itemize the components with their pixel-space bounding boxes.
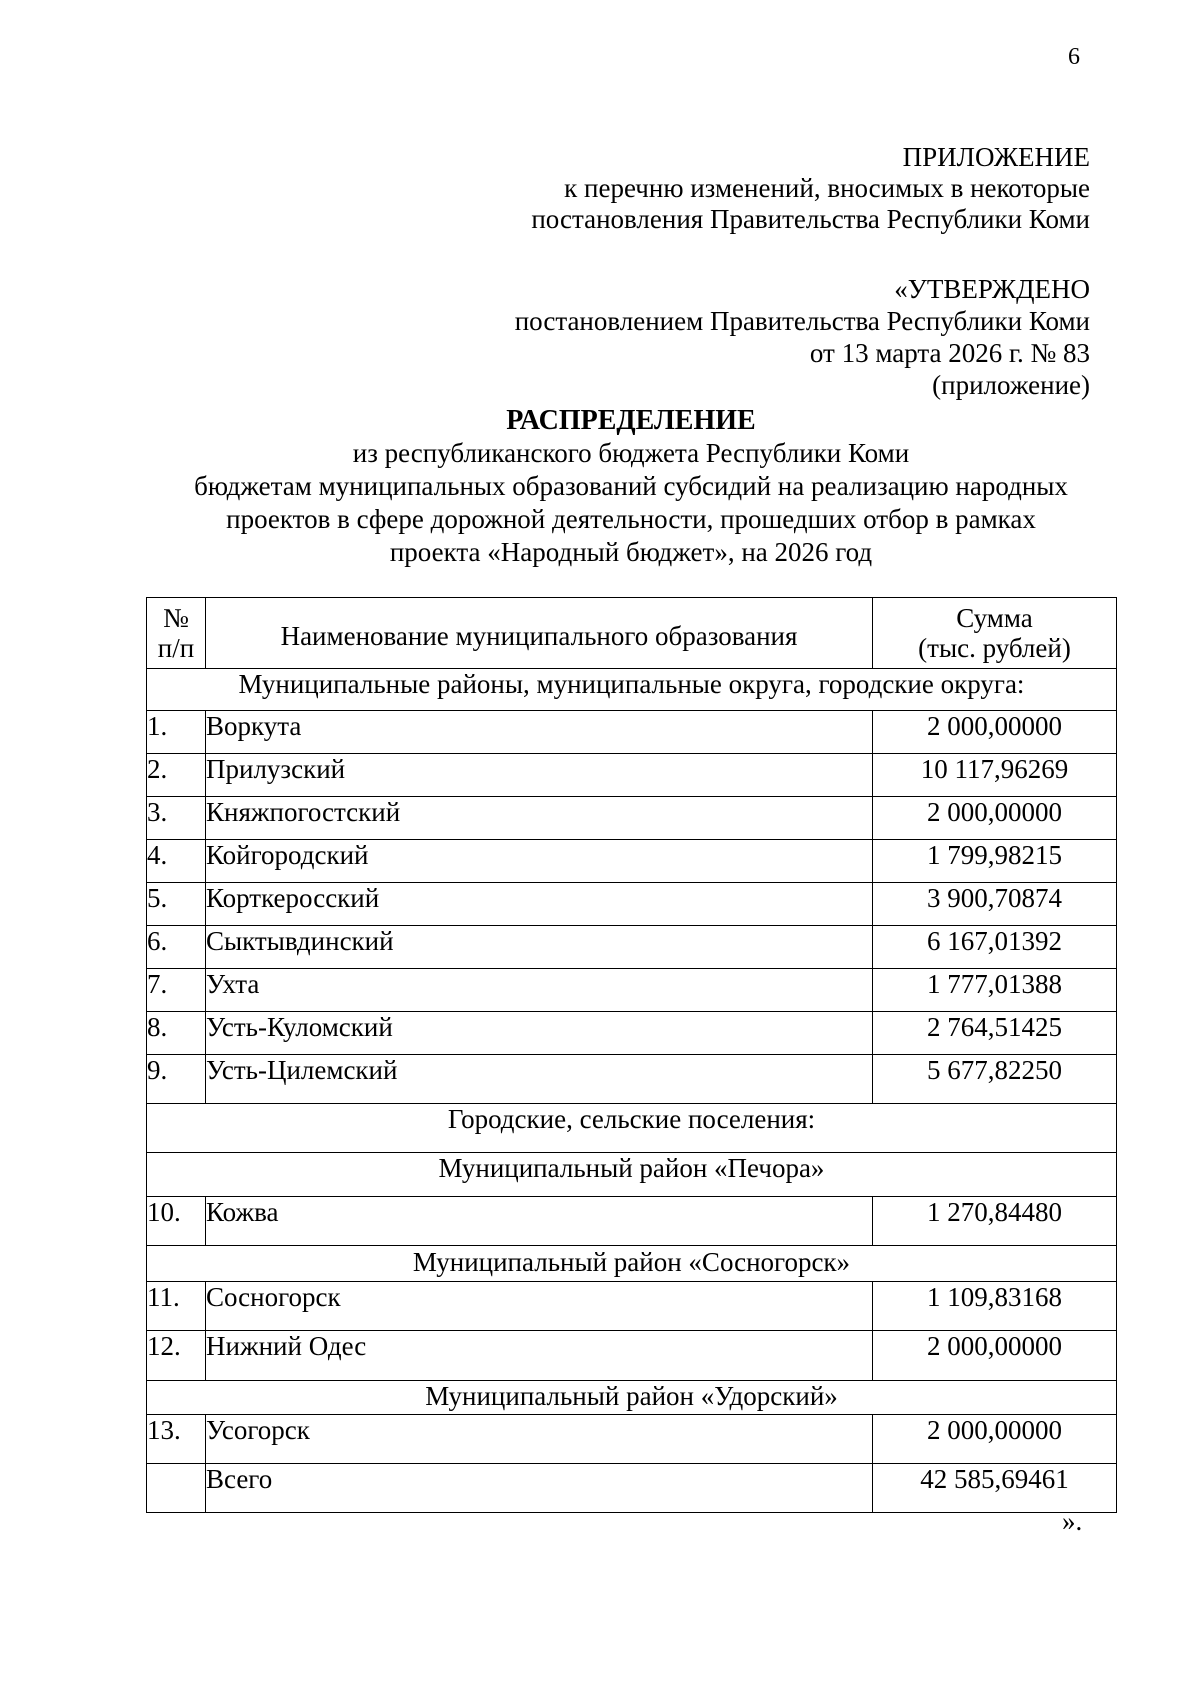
row-name: Кожва <box>206 1197 873 1246</box>
row-num: 4. <box>147 840 206 883</box>
title-line: проектов в сфере дорожной деятельности, прошедших отбор в рамках <box>226 504 1036 534</box>
row-amount: 1 270,84480 <box>873 1197 1117 1246</box>
table-row <box>147 1055 1117 1104</box>
row-name: Воркута <box>206 711 873 754</box>
table-row <box>147 754 1117 797</box>
district-label: Муниципальный район «Удорский» <box>147 1381 1117 1415</box>
row-amount: 2 764,51425 <box>873 1012 1117 1055</box>
document-title <box>145 404 1117 569</box>
row-num: 12. <box>147 1331 206 1381</box>
title-line: проекта «Народный бюджет», на 2026 год <box>389 537 873 567</box>
row-amount: 10 117,96269 <box>873 754 1117 797</box>
row-name: Сыктывдинский <box>206 926 873 969</box>
section-label: Муниципальные районы, муниципальные округа, городские округа: <box>147 669 1117 711</box>
distribution-table <box>146 597 1117 1513</box>
table-row <box>147 797 1117 840</box>
header-num: № п/п <box>147 598 206 669</box>
row-amount: 5 677,82250 <box>873 1055 1117 1104</box>
row-num: 7. <box>147 969 206 1012</box>
row-amount: 2 000,00000 <box>873 711 1117 754</box>
total-row <box>147 1464 1117 1513</box>
table-row <box>147 1012 1117 1055</box>
page-number: 6 <box>1068 44 1080 70</box>
row-num: 2. <box>147 754 206 797</box>
approval-line: постановлением Правительства Республики Коми <box>514 306 1090 336</box>
district-label: Муниципальный район «Печора» <box>147 1153 1117 1197</box>
section-row <box>147 669 1117 711</box>
row-num: 8. <box>147 1012 206 1055</box>
annex-title: ПРИЛОЖЕНИЕ <box>902 142 1090 172</box>
row-amount: 1 777,01388 <box>873 969 1117 1012</box>
table-row <box>147 1415 1117 1464</box>
section-row <box>147 1104 1117 1153</box>
row-name: Усть-Куломский <box>206 1012 873 1055</box>
main-title: РАСПРЕДЕЛЕНИЕ <box>506 405 756 436</box>
total-num <box>147 1464 206 1513</box>
table-row <box>147 1197 1117 1246</box>
table-row <box>147 1331 1117 1381</box>
district-row <box>147 1246 1117 1282</box>
row-amount: 1 799,98215 <box>873 840 1117 883</box>
table-row <box>147 711 1117 754</box>
title-line: бюджетам муниципальных образований субсидий на реализацию народных <box>194 471 1068 501</box>
row-amount: 2 000,00000 <box>873 797 1117 840</box>
annex-block <box>531 142 1090 235</box>
row-name: Ухта <box>206 969 873 1012</box>
header-amount: Сумма (тыс. рублей) <box>873 598 1117 669</box>
district-row <box>147 1153 1117 1197</box>
row-name: Прилузский <box>206 754 873 797</box>
annex-line: к перечню изменений, вносимых в некоторые <box>564 173 1090 203</box>
row-amount: 1 109,83168 <box>873 1282 1117 1331</box>
table-header-row <box>147 598 1117 669</box>
row-name: Корткеросский <box>206 883 873 926</box>
approval-block <box>515 273 1090 401</box>
approval-line: «УТВЕРЖДЕНО <box>894 274 1090 304</box>
row-num: 6. <box>147 926 206 969</box>
table-row <box>147 883 1117 926</box>
header-name: Наименование муниципального образования <box>206 598 873 669</box>
table-row <box>147 926 1117 969</box>
row-num: 5. <box>147 883 206 926</box>
closing-quote: ». <box>1062 1506 1083 1536</box>
row-amount: 3 900,70874 <box>873 883 1117 926</box>
row-amount: 2 000,00000 <box>873 1415 1117 1464</box>
table-row <box>147 1282 1117 1331</box>
row-num: 9. <box>147 1055 206 1104</box>
row-amount: 6 167,01392 <box>873 926 1117 969</box>
row-num: 3. <box>147 797 206 840</box>
row-num: 11. <box>147 1282 206 1331</box>
row-name: Усть-Цилемский <box>206 1055 873 1104</box>
row-num: 13. <box>147 1415 206 1464</box>
annex-line: постановления Правительства Республики Коми <box>531 204 1090 234</box>
row-num: 10. <box>147 1197 206 1246</box>
approval-line: (приложение) <box>932 370 1090 400</box>
row-name: Княжпогостский <box>206 797 873 840</box>
row-name: Сосногорск <box>206 1282 873 1331</box>
district-label: Муниципальный район «Сосногорск» <box>147 1246 1117 1282</box>
row-amount: 2 000,00000 <box>873 1331 1117 1381</box>
row-name: Койгородский <box>206 840 873 883</box>
row-name: Нижний Одес <box>206 1331 873 1381</box>
row-name: Усогорск <box>206 1415 873 1464</box>
table-row <box>147 969 1117 1012</box>
section-label: Городские, сельские поселения: <box>147 1104 1117 1153</box>
total-label: Всего <box>206 1464 873 1513</box>
approval-line: от 13 марта 2026 г. № 83 <box>809 338 1090 368</box>
total-amount: 42 585,69461 <box>873 1464 1117 1513</box>
district-row <box>147 1381 1117 1415</box>
title-line: из республиканского бюджета Республики Коми <box>352 438 910 468</box>
row-num: 1. <box>147 711 206 754</box>
table-row <box>147 840 1117 883</box>
